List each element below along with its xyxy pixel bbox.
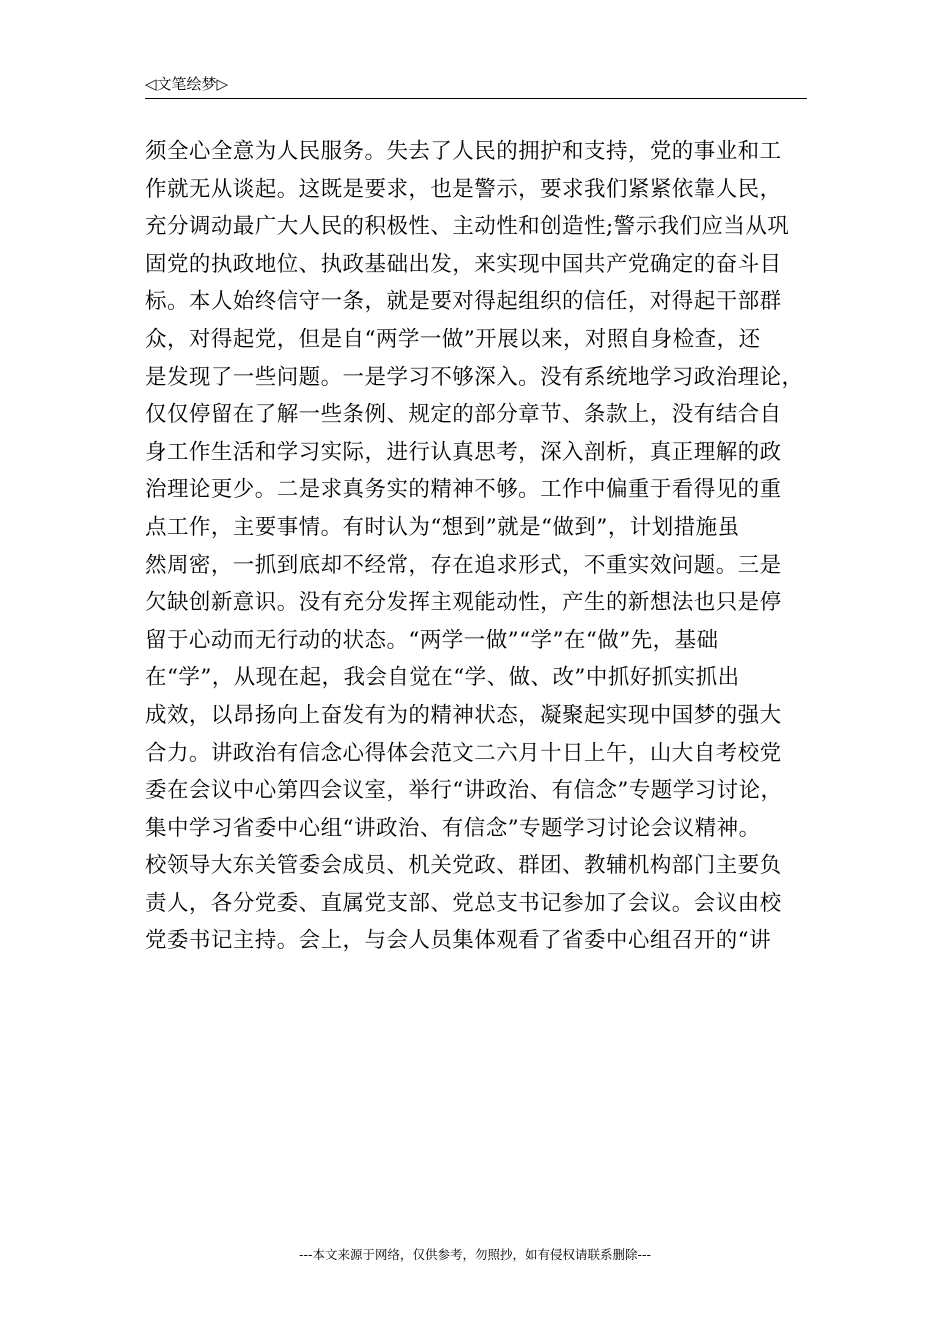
text-line: 合力。讲政治有信念心得体会范文二六月十日上午，山大自考校党 [145, 740, 782, 766]
text-line: 众，对得起党，但是自“两学一做”开展以来，对照自身检查，还 [145, 326, 761, 352]
text-line: 身工作生活和学习实际，进行认真思考，深入剖析，真正理解的政 [145, 439, 782, 465]
text-line: 成效，以昂扬向上奋发有为的精神状态，凝聚起实现中国梦的强大 [145, 702, 782, 728]
text-line: 留于心动而无行动的状态。“两学一做”“学”在“做”先，基础 [145, 627, 719, 653]
header-title: ◁文笔绘梦▷ [145, 75, 229, 93]
text-line: 固党的执政地位、执政基础出发，来实现中国共产党确定的奋斗目 [145, 251, 782, 277]
text-line: 校领导大东关管委会成员、机关党政、群团、教辅机构部门主要负 [145, 853, 782, 879]
text-line: 点工作，主要事情。有时认为“想到”就是“做到”，计划措施虽 [145, 514, 740, 540]
text-line: 在“学”，从现在起，我会自觉在“学、做、改”中抓好抓实抓出 [145, 665, 740, 691]
text-line: 然周密，一抓到底却不经常，存在追求形式，不重实效问题。三是 [145, 552, 782, 578]
text-line: 标。本人始终信守一条，就是要对得起组织的信任，对得起干部群 [145, 289, 782, 315]
page-header [145, 74, 807, 99]
text-line: 治理论更少。二是求真务实的精神不够。工作中偏重于看得见的重 [145, 477, 782, 503]
text-line: 作就无从谈起。这既是要求，也是警示，要求我们紧紧依靠人民， [145, 176, 782, 202]
document-body [145, 133, 825, 960]
text-line: 是发现了一些问题。一是学习不够深入。没有系统地学习政治理论， [145, 364, 804, 390]
text-line: 集中学习省委中心组“讲政治、有信念”专题学习讨论会议精神。 [145, 815, 761, 841]
text-line: 委在会议中心第四会议室，举行“讲政治、有信念”专题学习讨论， [145, 778, 783, 804]
text-line: 仅仅停留在了解一些条例、规定的部分章节、条款上，没有结合自 [145, 402, 782, 428]
text-line: 须全心全意为人民服务。失去了人民的拥护和支持，党的事业和工 [145, 139, 782, 164]
text-line: 欠缺创新意识。没有充分发挥主观能动性，产生的新想法也只是停 [145, 590, 782, 616]
text-line: 党委书记主持。会上，与会人员集体观看了省委中心组召开的“讲 [145, 928, 772, 954]
footer-notice: ---本文来源于网络，仅供参考，勿照抄，如有侵权请联系删除--- [298, 1247, 652, 1262]
text-line: 充分调动最广大人民的积极性、主动性和创造性;警示我们应当从巩 [145, 214, 790, 240]
text-line: 责人，各分党委、直属党支部、党总支书记参加了会议。会议由校 [145, 890, 782, 916]
